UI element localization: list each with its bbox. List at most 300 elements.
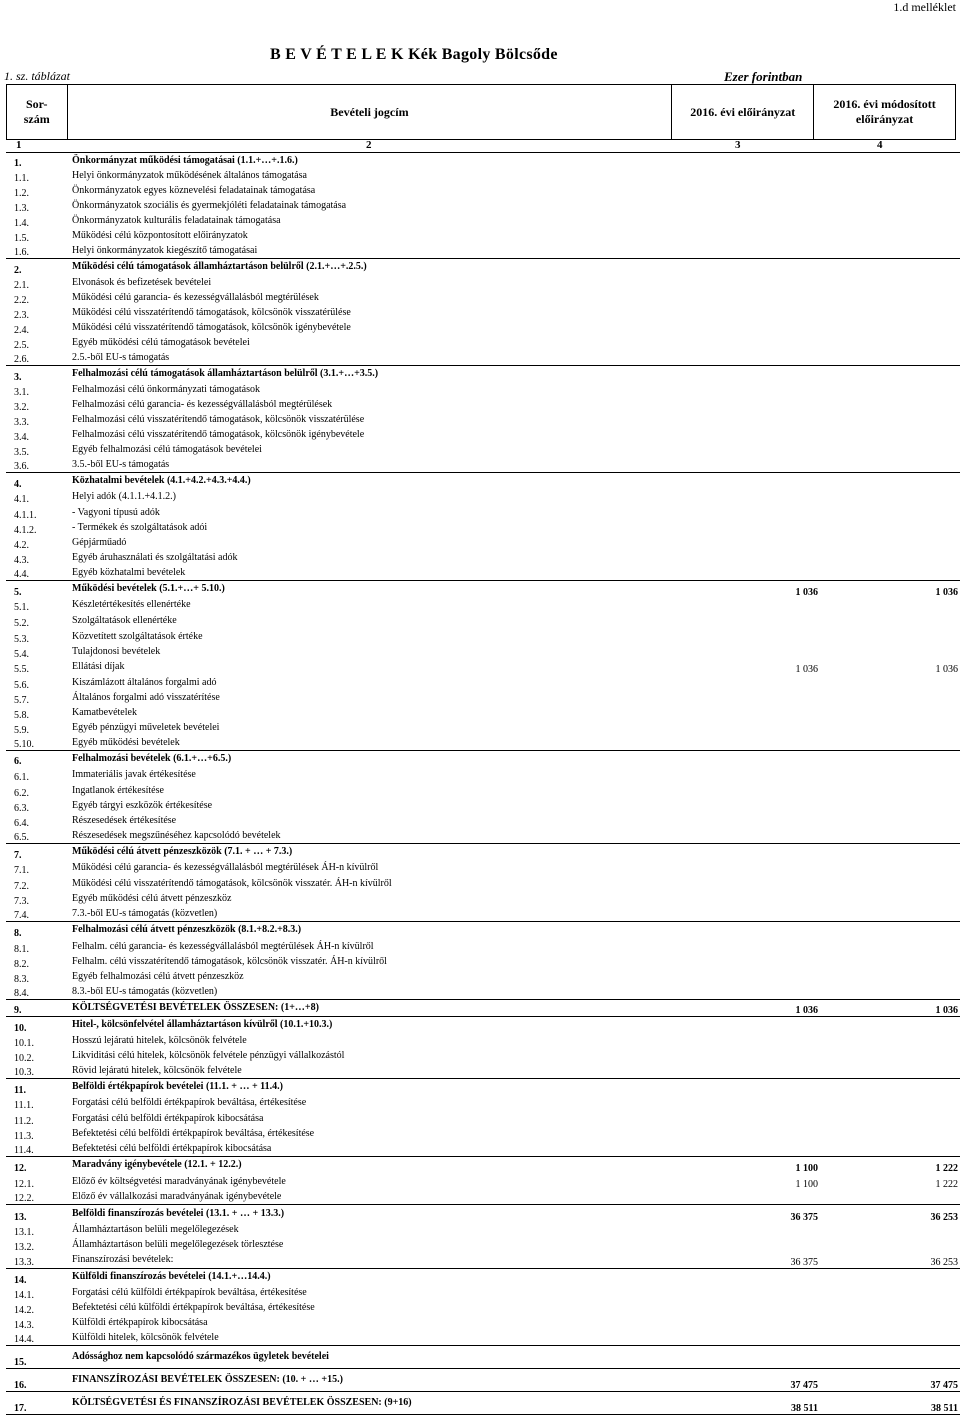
row-label: Önkormányzatok egyes köznevelési feladatainak támogatása (72, 185, 316, 196)
row-label: Gépjárműadó (72, 537, 127, 548)
row-modified-value (824, 184, 960, 199)
row-number: 11.2. (14, 1115, 34, 1127)
row-label: Részesedések értékesítése (72, 815, 177, 826)
row-modified-value (824, 169, 960, 184)
row-label: Külföldi hitelek, kölcsönök felvétele (72, 1331, 219, 1343)
row-number: 5.4. (14, 648, 29, 660)
row-number: 1. (6, 153, 72, 169)
row-number: 5.7. (14, 694, 29, 706)
row-modified-value (824, 199, 960, 214)
row-number: 12.2. (14, 1193, 34, 1204)
row-label: Működési célú központosított előirányzatok (72, 230, 248, 241)
row-label: Rövid lejáratú hitelek, kölcsönök felvétele (72, 1064, 242, 1076)
table-row (6, 1017, 960, 1034)
row-label: Felhalmozási célú visszatérítendő támogatások, kölcsönök igénybevétele (72, 429, 365, 440)
row-number: 14.3. (14, 1319, 34, 1331)
row-label: Adóssághoz nem kapcsolódó származékos ügyletek bevételei (72, 1346, 682, 1369)
table-row (6, 691, 960, 706)
row-number: 4. (6, 473, 72, 490)
row-modified-value (824, 536, 960, 551)
table-row (6, 1079, 960, 1096)
row-number: 11.3. (14, 1130, 34, 1142)
row-label: Államháztartáson belüli megelőlegezések (72, 1224, 239, 1235)
row-modified-value (824, 1064, 960, 1079)
row-original-value (682, 1049, 824, 1064)
header-original-budget: 2016. évi előirányzat (672, 85, 814, 140)
row-label: Felhalm. célú visszatérítendő támogatások, kölcsönök visszatér. ÁH-n kívülről (72, 956, 387, 967)
row-modified-value (824, 1316, 960, 1331)
row-label: Tulajdonosi bevételek (72, 646, 161, 657)
table-row (6, 291, 960, 306)
row-modified-value (824, 613, 960, 629)
column-numbers (6, 139, 956, 152)
row-label: Külföldi értékpapírok kibocsátása (72, 1317, 208, 1328)
row-label: Hitel-, kölcsönfelvétel államháztartáson kívülről (10.1.+10.3.) (72, 1017, 682, 1034)
row-label: Önkormányzatok szociális és gyermekjóléti feladatainak támogatása (72, 200, 347, 211)
row-number: 8.1. (14, 943, 29, 955)
row-original-value: 36 375 (682, 1205, 824, 1223)
table-row (6, 645, 960, 660)
table-row (6, 955, 960, 970)
row-modified-value (824, 1331, 960, 1346)
row-label: Egyéb felhalmozási célú átvett pénzeszköz (72, 971, 244, 982)
row-label: Felhalmozási célú visszatérítendő támogatások, kölcsönök visszatérülése (72, 414, 365, 425)
row-modified-value (824, 366, 960, 383)
row-original-value (682, 1017, 824, 1034)
row-number: 14.2. (14, 1304, 34, 1316)
row-number: 6.3. (14, 802, 29, 814)
row-original-value (682, 1269, 824, 1286)
table-row (6, 1238, 960, 1253)
row-modified-value: 1 036 (935, 663, 958, 675)
row-modified-value: 38 511 (824, 1392, 960, 1415)
row-label: Egyéb felhalmozási célú támogatások bevételei (72, 444, 262, 455)
row-original-value (682, 613, 824, 629)
row-original-value (682, 428, 824, 443)
row-original-value (682, 829, 824, 844)
table-row (6, 706, 960, 721)
column-number: 3 (735, 139, 741, 151)
row-label: 2.5.-ből EU-s támogatás (72, 351, 170, 363)
table-row (6, 1142, 960, 1157)
table-row (6, 629, 960, 645)
row-original-value (682, 521, 824, 536)
row-number: 3. (6, 366, 72, 383)
row-modified-value (824, 907, 960, 922)
row-original-value (682, 244, 824, 259)
row-label: Egyéb működési célú átvett pénzeszköz (72, 893, 232, 904)
table-row (6, 660, 960, 675)
row-label: Egyéb működési célú támogatások bevételei (72, 337, 250, 348)
table-row (6, 473, 960, 490)
row-modified-value (824, 1269, 960, 1286)
row-label: Ellátási díjak (72, 661, 125, 672)
row-original-value (682, 229, 824, 244)
row-modified-value (824, 598, 960, 613)
table-row (6, 169, 960, 184)
table-row (6, 259, 960, 276)
row-modified-value (824, 214, 960, 229)
row-modified-value: 1 036 (824, 581, 960, 598)
row-modified-value (824, 1346, 960, 1369)
table-row (6, 1034, 960, 1049)
column-number: 2 (366, 139, 372, 151)
row-original-value (682, 291, 824, 306)
table-row (6, 1392, 960, 1415)
row-modified-value (824, 876, 960, 892)
row-modified-value (824, 291, 960, 306)
table-row (6, 1205, 960, 1223)
row-number: 2.4. (14, 324, 29, 336)
row-modified-value (824, 1238, 960, 1253)
row-modified-value (824, 751, 960, 767)
row-original-value (682, 169, 824, 184)
row-original-value (682, 675, 824, 691)
table-row (6, 276, 960, 291)
row-label: FINANSZÍROZÁSI BEVÉTELEK ÖSSZESEN: (10. + … +15.) (72, 1369, 682, 1392)
row-label: Kiszámlázott általános forgalmi adó (72, 676, 217, 688)
row-original-value (682, 751, 824, 767)
row-original-value: 1 100 (795, 1178, 818, 1190)
row-number: 12. (6, 1157, 72, 1174)
row-label: Egyéb tárgyi eszközök értékesítése (72, 800, 213, 811)
row-number: 5.5. (14, 663, 29, 675)
row-number: 8.4. (14, 988, 29, 999)
row-original-value: 37 475 (682, 1369, 824, 1392)
header-row-number: Sor- szám (7, 85, 68, 140)
row-modified-value (824, 505, 960, 521)
row-original-value (682, 1111, 824, 1127)
row-label: KÖLTSÉGVETÉSI ÉS FINANSZÍROZÁSI BEVÉTELEK ÖSSZESEN: (9+16) (72, 1392, 682, 1415)
row-label: Befektetési célú külföldi értékpapírok beváltása, értékesítése (72, 1302, 315, 1313)
row-label: Befektetési célú belföldi értékpapírok beváltása, értékesítése (72, 1128, 315, 1139)
row-number: 4.2. (14, 539, 29, 551)
table-row (6, 351, 960, 366)
row-number: 1.3. (14, 202, 29, 214)
row-original-value (682, 505, 824, 521)
unit-label: Ezer forintban (724, 69, 803, 84)
table-row (6, 1127, 960, 1142)
table-row (6, 1223, 960, 1238)
row-label: Működési célú visszatérítendő támogatások, kölcsönök visszatérülése (72, 307, 351, 318)
row-original-value (682, 1142, 824, 1157)
table-row (6, 613, 960, 629)
row-original-value (682, 1286, 824, 1301)
table-row (6, 428, 960, 443)
table-row (6, 214, 960, 229)
row-original-value (682, 629, 824, 645)
row-label: Működési bevételek (5.1.+…+ 5.10.) (72, 581, 682, 598)
row-original-value (682, 551, 824, 566)
row-modified-value (824, 1286, 960, 1301)
row-label: 7.3.-ből EU-s támogatás (közvetlen) (72, 907, 218, 919)
table-row (6, 1253, 960, 1269)
row-original-value (682, 844, 824, 861)
row-modified-value (824, 985, 960, 1000)
table-row (6, 1301, 960, 1316)
row-number: 2.6. (14, 354, 29, 365)
row-label: Működési célú garancia- és kezességvállalásból megtérülések (72, 292, 319, 303)
row-original-value (682, 351, 824, 366)
row-label: 8.3.-ből EU-s támogatás (közvetlen) (72, 985, 218, 997)
row-original-value (682, 706, 824, 721)
row-original-value (682, 645, 824, 660)
row-number: 5.3. (14, 633, 29, 645)
row-label: Közhatalmi bevételek (4.1.+4.2.+4.3.+4.4.) (72, 473, 682, 490)
table-row (6, 413, 960, 428)
row-number: 13.1. (14, 1226, 34, 1238)
table-row (6, 551, 960, 566)
row-label: Működési célú támogatások államháztartáson belülről (2.1.+…+.2.5.) (72, 259, 682, 276)
row-modified-value (824, 1034, 960, 1049)
row-modified-value (824, 551, 960, 566)
row-label: Egyéb pénzügyi műveletek bevételei (72, 722, 220, 733)
table-row (6, 336, 960, 351)
row-original-value (682, 861, 824, 876)
table-row (6, 1000, 960, 1017)
row-modified-value (824, 922, 960, 939)
row-original-value (682, 721, 824, 736)
page-title: B E V É T E L E K Kék Bagoly Bölcsőde (270, 46, 558, 63)
table-row (6, 939, 960, 955)
row-label: Immateriális javak értékesítése (72, 768, 196, 780)
row-modified-value (824, 629, 960, 645)
row-number: 3.3. (14, 416, 29, 428)
row-original-value (682, 321, 824, 336)
row-modified-value (824, 1127, 960, 1142)
row-modified-value (824, 306, 960, 321)
row-label: Működési célú garancia- és kezességvállalásból megtérülések ÁH-n kívülről (72, 862, 379, 873)
row-number: 1.5. (14, 232, 29, 244)
row-modified-value (824, 844, 960, 861)
row-original-value (682, 214, 824, 229)
table-row (6, 366, 960, 383)
column-number: 4 (877, 139, 883, 151)
row-label: Befektetési célú belföldi értékpapírok kibocsátása (72, 1142, 272, 1154)
row-modified-value (824, 458, 960, 473)
row-original-value (682, 1301, 824, 1316)
row-label: Egyéb áruhasználati és szolgáltatási adók (72, 552, 238, 563)
row-original-value: 1 100 (682, 1157, 824, 1174)
row-original-value (682, 691, 824, 706)
table-row (6, 443, 960, 458)
row-original-value (682, 955, 824, 970)
table-row (6, 1331, 960, 1346)
row-label: - Termékek és szolgáltatások adói (72, 522, 208, 533)
row-modified-value (824, 970, 960, 985)
row-original-value (682, 473, 824, 490)
table-row (6, 892, 960, 907)
row-number: 15. (6, 1346, 72, 1369)
table-row (6, 721, 960, 736)
row-original-value (682, 1331, 824, 1346)
header-table (6, 84, 956, 140)
table-row (6, 876, 960, 892)
table-row (6, 922, 960, 939)
table-row (6, 1174, 960, 1190)
row-number: 8.3. (14, 973, 29, 985)
row-modified-value (824, 566, 960, 581)
table-row (6, 675, 960, 691)
table-row (6, 383, 960, 398)
row-label: Felhalmozási bevételek (6.1.+…+6.5.) (72, 751, 682, 767)
table-row (6, 1369, 960, 1392)
row-original-value: 38 511 (682, 1392, 824, 1415)
table-row (6, 751, 960, 767)
row-number: 13. (6, 1205, 72, 1223)
row-original-value (682, 566, 824, 581)
row-number: 7.2. (14, 880, 29, 892)
row-label: Felhalmozási célú önkormányzati támogatások (72, 384, 260, 395)
row-modified-value (824, 276, 960, 291)
table-row (6, 1269, 960, 1286)
row-label: Közvetített szolgáltatások értéke (72, 630, 203, 642)
row-number: 4.1.2. (14, 524, 37, 536)
row-original-value (682, 598, 824, 613)
row-number: 2. (6, 259, 72, 276)
row-label: Forgatási célú belföldi értékpapírok beváltása, értékesítése (72, 1097, 307, 1108)
row-number: 10.2. (14, 1052, 34, 1064)
row-modified-value (824, 383, 960, 398)
row-modified-value (824, 829, 960, 844)
table-row (6, 1190, 960, 1205)
row-original-value: 1 036 (682, 1000, 824, 1017)
row-label: Államháztartáson belüli megelőlegezések törlesztése (72, 1239, 284, 1250)
row-number: 1.6. (14, 247, 29, 258)
row-number: 10.3. (14, 1067, 34, 1078)
table-row (6, 829, 960, 844)
table-row (6, 536, 960, 551)
row-original-value (682, 1079, 824, 1096)
row-number: 6.1. (14, 771, 29, 783)
column-number: 1 (16, 139, 22, 151)
row-number: 4.4. (14, 569, 29, 580)
row-modified-value (824, 336, 960, 351)
row-modified-value (824, 675, 960, 691)
row-label: Előző év vállalkozási maradványának igénybevétele (72, 1190, 282, 1202)
row-label: Helyi önkormányzatok működésének általános támogatása (72, 170, 307, 181)
table-row (6, 153, 960, 169)
table-row (6, 1346, 960, 1369)
table-row (6, 783, 960, 799)
table-row (6, 321, 960, 336)
row-label: Felhalmozási célú átvett pénzeszközök (8.1.+8.2.+8.3.) (72, 922, 682, 939)
row-number: 13.2. (14, 1241, 34, 1253)
row-original-value (682, 922, 824, 939)
row-modified-value (824, 1049, 960, 1064)
row-number: 6.4. (14, 817, 29, 829)
row-modified-value (824, 244, 960, 259)
table-row (6, 985, 960, 1000)
row-modified-value (824, 1096, 960, 1111)
row-number: 2.1. (14, 279, 29, 291)
row-number: 10.1. (14, 1037, 34, 1049)
table-row (6, 598, 960, 613)
row-number: 6.2. (14, 787, 29, 799)
row-number: 16. (6, 1369, 72, 1392)
row-modified-value (824, 1301, 960, 1316)
row-modified-value (824, 691, 960, 706)
row-original-value (682, 783, 824, 799)
row-modified-value (824, 1017, 960, 1034)
row-modified-value (824, 955, 960, 970)
row-modified-value (824, 1142, 960, 1157)
row-label: Részesedések megszűnéséhez kapcsolódó bevételek (72, 829, 281, 841)
row-label: 3.5.-ből EU-s támogatás (72, 458, 170, 470)
row-original-value (682, 1064, 824, 1079)
row-number: 3.5. (14, 446, 29, 458)
table-row (6, 398, 960, 413)
row-number: 8.2. (14, 958, 29, 970)
row-modified-value (824, 443, 960, 458)
row-label: Helyi adók (4.1.1.+4.1.2.) (72, 491, 176, 502)
header-revenue-title: Bevételi jogcím (67, 85, 672, 140)
row-number: 9. (6, 1000, 72, 1017)
row-original-value (682, 939, 824, 955)
row-label: Belföldi értékpapírok bevételei (11.1. + … + 11.4.) (72, 1079, 682, 1096)
row-number: 5.6. (14, 679, 29, 691)
row-modified-value (824, 259, 960, 276)
row-number: 3.2. (14, 401, 29, 413)
row-label: Szolgáltatások ellenértéke (72, 614, 177, 626)
row-number: 6.5. (14, 832, 29, 843)
row-label: Egyéb közhatalmi bevételek (72, 566, 186, 578)
row-number: 1.1. (14, 172, 29, 184)
row-original-value (682, 1238, 824, 1253)
row-label: KÖLTSÉGVETÉSI BEVÉTELEK ÖSSZESEN: (1+…+8) (72, 1000, 682, 1017)
row-label: Működési célú visszatérítendő támogatások, kölcsönök igénybevétele (72, 322, 351, 333)
table-row (6, 1049, 960, 1064)
row-modified-value (824, 767, 960, 783)
table-row (6, 767, 960, 783)
row-number: 5.9. (14, 724, 29, 736)
row-number: 11. (6, 1079, 72, 1096)
row-label: Forgatási célú belföldi értékpapírok kibocsátása (72, 1112, 264, 1124)
row-original-value (682, 1190, 824, 1205)
table-row (6, 229, 960, 244)
row-label: Hosszú lejáratú hitelek, kölcsönök felvétele (72, 1035, 247, 1046)
row-original-value (682, 199, 824, 214)
row-modified-value (824, 783, 960, 799)
row-original-value (682, 892, 824, 907)
table-row (6, 907, 960, 922)
table-number: 1. sz. táblázat (4, 69, 71, 83)
row-original-value (682, 184, 824, 199)
row-number: 1.4. (14, 217, 29, 229)
row-modified-value (824, 706, 960, 721)
row-label: Felhalm. célú garancia- és kezességvállalásból megtérülések ÁH-n kívülről (72, 940, 374, 952)
table-row (6, 861, 960, 876)
row-number: 3.1. (14, 386, 29, 398)
row-modified-value (824, 1079, 960, 1096)
table-row (6, 1316, 960, 1331)
row-original-value (682, 383, 824, 398)
row-modified-value (824, 939, 960, 955)
row-label: Előző év költségvetési maradványának igénybevétele (72, 1175, 286, 1187)
table-row (6, 1286, 960, 1301)
row-modified-value (824, 351, 960, 366)
row-modified-value: 36 253 (930, 1257, 958, 1268)
row-original-value (682, 443, 824, 458)
row-number: 5.10. (14, 739, 34, 750)
row-label: Forgatási célú külföldi értékpapírok beváltása, értékesítése (72, 1287, 307, 1298)
row-number: 5. (6, 581, 72, 598)
table-row (6, 814, 960, 829)
row-modified-value (824, 229, 960, 244)
row-label: Önkormányzatok kulturális feladatainak támogatása (72, 215, 281, 226)
row-modified-value: 36 253 (824, 1205, 960, 1223)
table-row (6, 458, 960, 473)
